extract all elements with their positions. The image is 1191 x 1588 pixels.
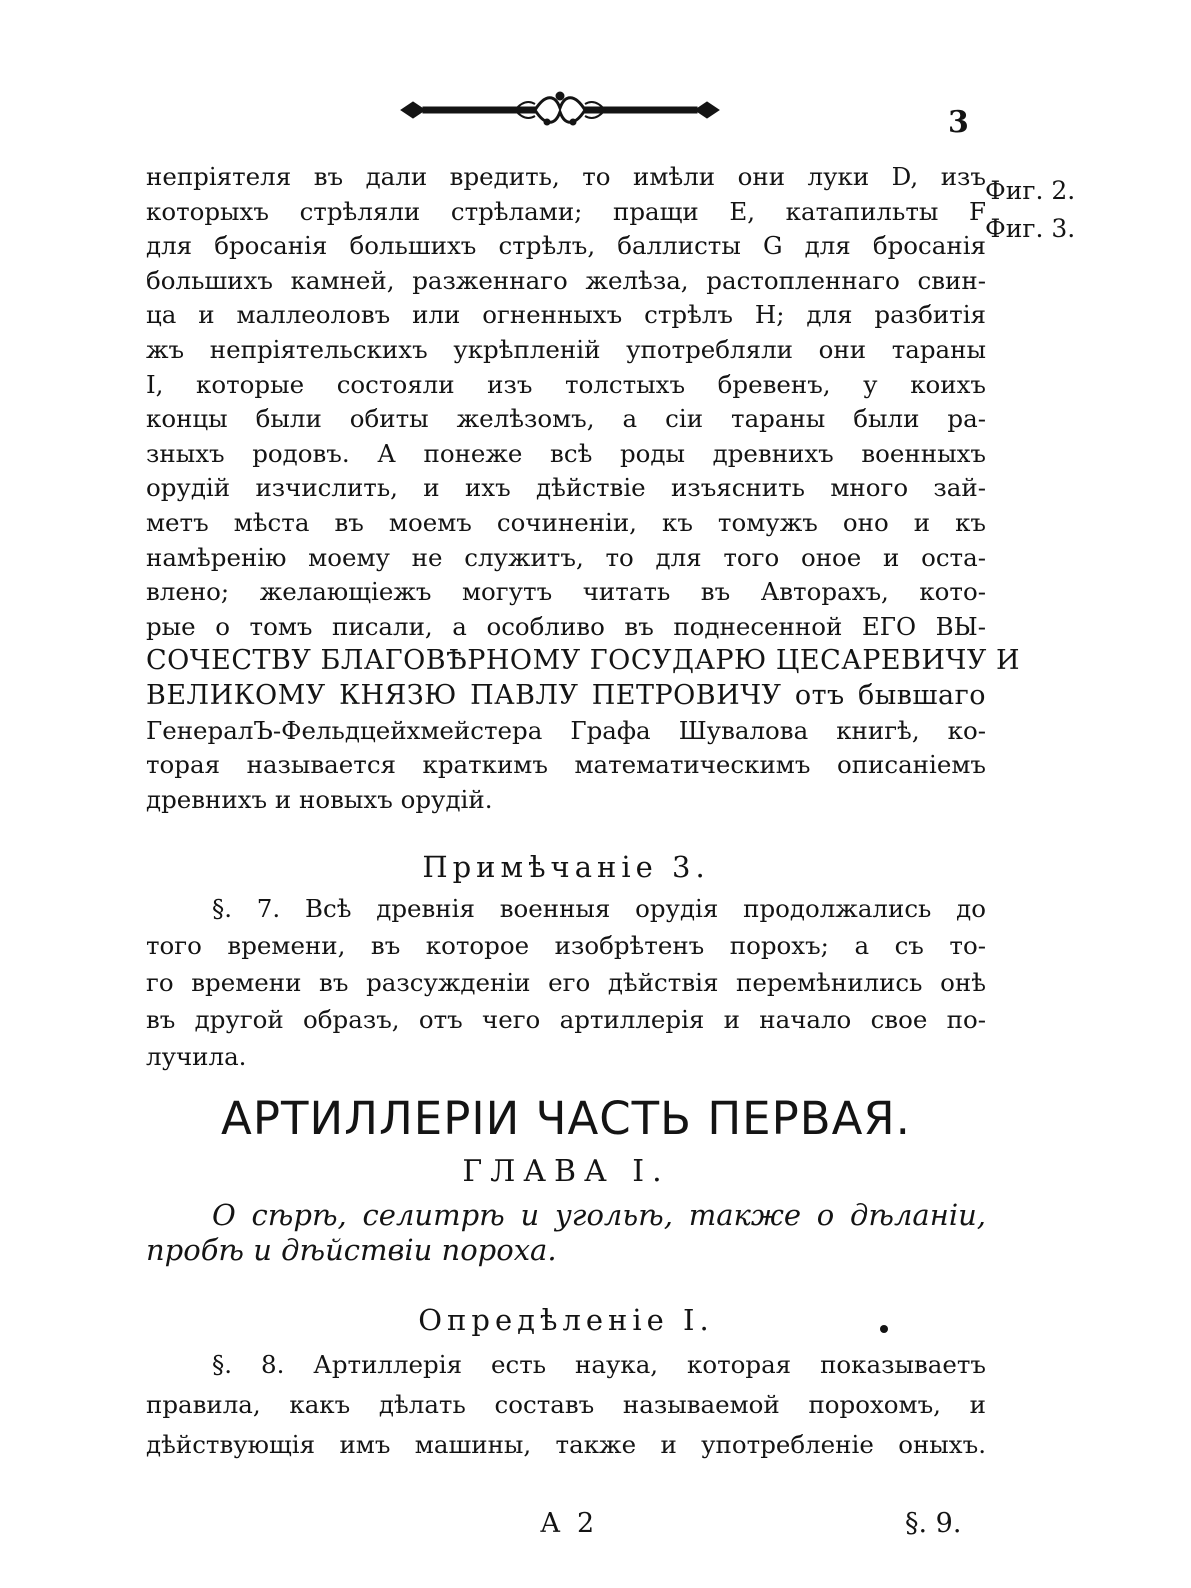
text-line: §. 7. Всѣ древнія военныя орудія продолжались до [212,894,986,923]
text-line: ГенералЪ-Фельдцейхмейстера Графа Шувалова книгѣ, ко- [146,715,986,745]
text-line: влено; желающіежъ могутъ читать въ Авторахъ, кото- [146,577,986,607]
text-line: ВЕЛИКОМУ КНЯЗЮ ПАВЛУ ПЕТРОВИЧУ отъ бывшаго [146,679,986,711]
text-line: го времени въ разсужденіи его дѣйствія перемѣнились онѣ [146,968,986,997]
text-line: лучила. [146,1042,247,1071]
text-line: правила, какъ дѣлать составъ называемой порохомъ, и [146,1390,986,1419]
catchword: §. 9. [905,1508,962,1539]
text-line: для бросанія большихъ стрѣлъ, баллисты G для бросанія [146,231,986,261]
text-line: того времени, въ которое изобрѣтенъ порохъ; а съ то- [146,931,986,960]
text-line: СОЧЕСТВУ БЛАГОВѢРНОМУ ГОСУДАРЮ ЦЕСАРЕВИЧУ И [146,645,1020,677]
note-heading: Примѣчаніе 3. [422,850,710,884]
text-line: О сѣрѣ, селитрѣ и угольѣ, также о дѣланіи, [212,1198,986,1232]
text-line: непріятеля въ дали вредить, то имѣли они луки D, изъ [146,162,986,191]
text-line: метъ мѣста въ моемъ сочиненіи, къ томужъ оно и къ [146,507,986,537]
text-line: въ другой образъ, отъ чего артиллерія и начало свое по- [146,1005,986,1034]
text-line: концы были обиты желѣзомъ, а сіи тараны были ра- [146,404,986,434]
margin-note-figure-2: Фиг. 2. [985,176,1076,205]
headpiece-ornament [395,88,725,132]
text-line: которыхъ стрѣляли стрѣлами; пращи E, катапильты F [146,196,986,226]
definition-paragraph [146,1345,986,1465]
text-line: орудій изчислить, и ихъ дѣйствіе изъяснить много зай- [146,473,986,503]
text-line: жъ непріятельскихъ укрѣпленій употребляли они тараны [146,334,986,364]
definition-heading: Опредѣленіе I. [418,1303,714,1337]
text-line: древнихъ и новыхъ орудій. [146,784,493,814]
chapter-subtitle [146,1195,986,1267]
note-paragraph [146,890,986,1075]
text-line: I, которые состояли изъ толстыхъ бревенъ, у коихъ [146,369,986,399]
text-line: рые о томъ писали, а особливо въ поднесенной ЕГО ВЫ- [146,611,986,641]
text-line: ца и маллеоловъ или огненныхъ стрѣлъ H; для разбитія [146,300,986,330]
text-line: дѣйствующія имъ машины, также и употребленіе оныхъ. [146,1430,986,1459]
text-line: большихъ камней, разженнаго желѣза, растопленнаго свин- [146,265,986,295]
text-line: §. 8. Артиллерія есть наука, которая показываетъ [212,1350,986,1379]
text-line: намѣренію моему не служитъ, то для того оное и оста- [146,542,986,572]
chapter-heading: ГЛАВА I. [462,1154,670,1189]
ink-speck [880,1325,888,1333]
text-line: зныхъ родовъ. А понеже всѣ роды древнихъ военныхъ [146,438,986,468]
body-paragraph [146,160,1020,817]
text-line: торая называется краткимъ математическимъ описаніемъ [146,750,986,780]
part-heading: АРТИЛЛЕРІИ ЧАСТЬ ПЕРВАЯ. [221,1092,911,1145]
page-number: 3 [948,105,969,140]
margin-note-figure-3: Фиг. 3. [985,214,1076,243]
text-line: пробѣ и дѣйствіи пороха. [146,1232,557,1267]
signature-mark: А 2 [540,1508,599,1539]
